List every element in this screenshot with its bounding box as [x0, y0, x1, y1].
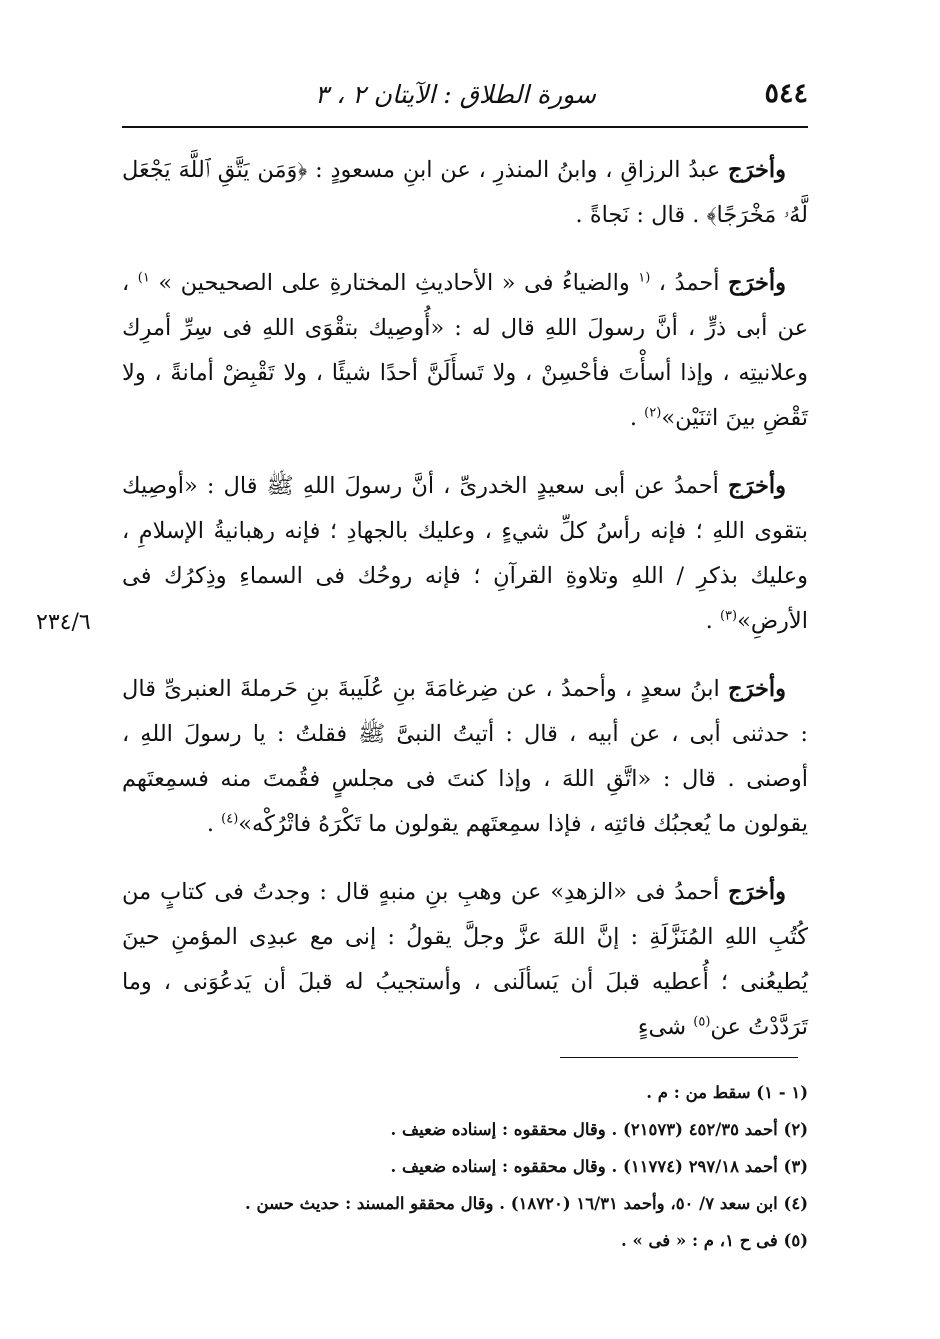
margin-volume-page-ref: ٢٣٤/٦: [36, 610, 91, 635]
footnote-5: (٥) فى ح ١، م : « فى » .: [620, 1231, 808, 1250]
page-header: [122, 78, 808, 118]
paragraph-text: أحمدُ فى «الزهدِ» عن وهبِ بنِ منبهٍ قال : وجدتُ فى كتابٍ من كُتُبِ اللهِ المُنَزَّلَةِ : إنَّ اللهَ عزَّ وجلَّ يقولُ : إنى مع عبدِى المؤمنِ حينَ يُطيعُنى ؛ أُعطيه قبلَ أن يَسألَنى ، وأستجيبُ له قبلَ أن يَدعُوَنى ، وما تَرَدَّدْتُ عن: [122, 879, 808, 1040]
footnote-ref: ١): [137, 270, 150, 286]
paragraph-text: .: [206, 811, 222, 837]
page-number: ٥٤٤: [764, 78, 808, 109]
paragraph-3: [122, 464, 808, 644]
footnotes: [122, 1074, 808, 1259]
paragraph-4: [122, 667, 808, 847]
footnote-ref: (٢): [644, 405, 662, 421]
footnote-ref: (٥): [693, 1014, 711, 1030]
paragraph-1: [122, 148, 808, 238]
footnote-3: (٣) أحمد ٢٩٧/١٨ (١١٧٧٤) . وقال محققوه : إسناده ضعيف .: [390, 1157, 808, 1176]
paragraph-lead: وأخرَج: [728, 270, 787, 296]
paragraph-text: عبدُ الرزاقِ ، وابنُ المنذرِ ، عن ابنِ مسعودٍ : ﴿وَمَن يَتَّقِ ٱللَّهَ يَجْعَل لَّهُۥ مَخْرَجًا﴾ . قال : نَجاةً .: [122, 157, 808, 228]
footnote-4: (٤) ابن سعد ٧/ ٥٠، وأحمد ١٦/٣١ (١٨٧٢٠) . وقال محققو المسند : حديث حسن .: [244, 1194, 808, 1213]
main-text: [122, 148, 808, 1073]
paragraph-text: ، عن أبى ذرٍّ ، أنَّ رسولَ اللهِ قال له : «أُوصِيك بتقْوَى اللهِ فى سِرِّ أمرِك وعلانيتِه ، وإذا أسأْتَ فأحْسِنْ ، ولا تَسأَلَنَّ أحدًا شيئًا ، ولا تَقْبِضْ أمانةً ، ولا تَقْضِ بينَ اثنَيْن»: [122, 270, 808, 431]
paragraph-text: شىءٍ: [637, 1014, 694, 1040]
paragraph-lead: وأخرَج: [728, 473, 786, 499]
running-title: سورة الطلاق : الآيتان ٢ ، ٣: [314, 80, 596, 109]
paragraph-text: .: [629, 405, 645, 431]
footnote-1: (١ - ١) سقط من : م .: [646, 1083, 808, 1102]
paragraph-2: [122, 261, 808, 441]
paragraph-lead: وأخرَج: [728, 879, 786, 905]
paragraph-text: أحمدُ عن أبى سعيدٍ الخدرىِّ ، أنَّ رسولَ اللهِ ﷺ قال : «أوصِيك بتقوى اللهِ ؛ فإنه رأسُ كلِّ شيءٍ ، وعليك بالجهادِ ؛ فإنه رهبانيةُ الإسلامِ ، وعليك بذكرِ / اللهِ وتلاوةِ القرآنِ ؛ فإنه روحُك فى السماءِ وذِكرُك فى الأرضِ»: [122, 473, 808, 634]
footnote-ref: (١: [638, 270, 651, 286]
footnote-rule: [560, 1057, 798, 1058]
header-rule: [122, 126, 808, 128]
footnote-ref: (٣): [719, 608, 738, 624]
footnote-ref: (٤): [221, 811, 239, 827]
paragraph-text: أحمدُ ،: [650, 270, 729, 296]
paragraph-5: [122, 870, 808, 1050]
paragraph-text: ابنُ سعدٍ ، وأحمدُ ، عن ضِرغامَةَ بنِ عُلَيبةَ بنِ حَرملةَ العنبرىِّ قال : حدثنى أبى ، عن أبيه ، قال : أتيتُ النبىَّ ﷺ فقلتُ : يا رسولَ اللهِ ، أوصنى . قال : «اتَّقِ اللهَ ، وإذا كنتَ فى مجلسٍ فقُمتَ منه فسمِعتَهم يقولون ما يُعجبُك فائتِه ، فإذا سمِعتَهم يقولون ما تَكْرَهُ فاتْرُكْه»: [122, 676, 808, 837]
paragraph-lead: وأخرَج: [728, 676, 786, 702]
paragraph-lead: وأخرَج: [728, 157, 786, 183]
paragraph-text: والضياءُ فى « الأحاديثِ المختارةِ على الصحيحين »: [149, 270, 639, 296]
paragraph-text: .: [705, 608, 720, 634]
footnote-2: (٢) أحمد ٤٥٢/٣٥ (٢١٥٧٣) . وقال محققوه : إسناده ضعيف .: [390, 1120, 808, 1139]
